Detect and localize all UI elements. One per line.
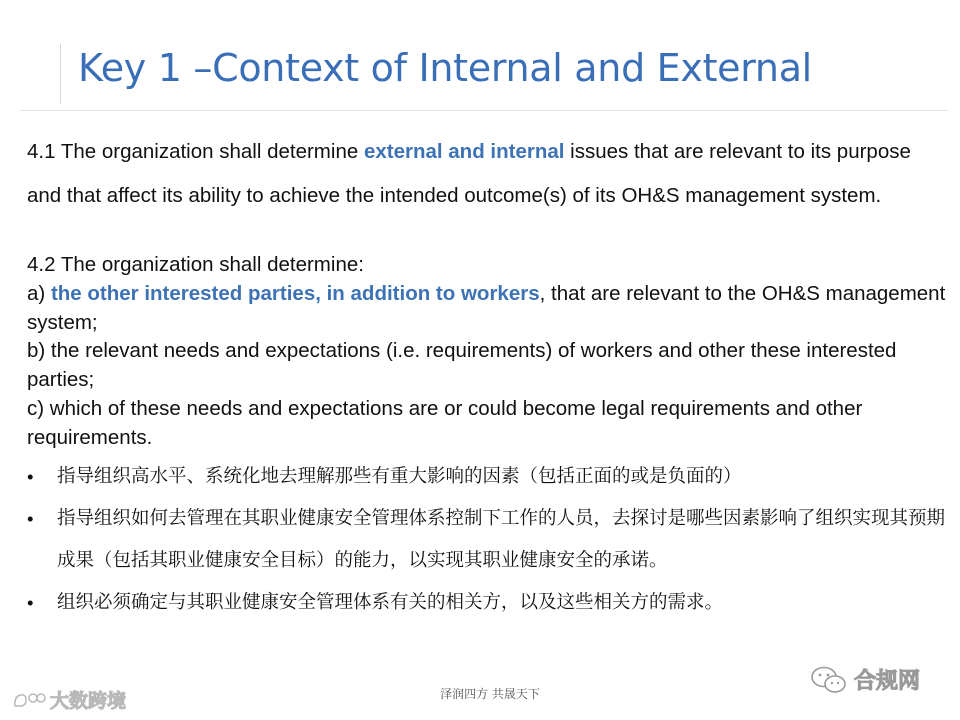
bullet-item	[27, 456, 952, 498]
clause-4-1	[27, 130, 947, 217]
bullet-dot-icon: •	[27, 508, 34, 529]
footer-slogan: 泽润四方 共晟天下	[440, 687, 540, 701]
bullet-item	[27, 582, 952, 624]
watermark-left-text: 大数跨境	[50, 690, 127, 712]
item-a-suffix: , that are relevant to the OH&S management system;	[27, 281, 946, 334]
clause-4-2	[27, 251, 952, 453]
clause-4-2-item-b: b) the relevant needs and expectations (i.e. requirements) of workers and other these interested parties;	[27, 339, 897, 392]
watermark-left	[12, 686, 126, 713]
clause-4-2-intro: 4.2 The organization shall determine:	[27, 253, 364, 276]
title-accent-line	[60, 44, 61, 104]
bullet-dot-icon: •	[27, 466, 34, 487]
clause-4-1-prefix: 4.1 The organization shall determine	[27, 140, 364, 163]
brand-logo-icon	[12, 690, 46, 710]
bullet-text: 组织必须确定与其职业健康安全管理体系有关的相关方，以及这些相关方的需求。	[57, 592, 724, 613]
watermark-right-text: 合规网	[854, 669, 921, 694]
clause-4-2-item-c: c) which of these needs and expectations are or could become legal requirements and other requirements.	[27, 396, 863, 449]
clause-4-2-item-a	[27, 280, 952, 338]
watermark-right	[810, 664, 920, 695]
bullet-item	[27, 498, 952, 582]
bullet-text: 指导组织如何去管理在其职业健康安全管理体系控制下工作的人员，去探讨是哪些因素影响了组织实现其预期成果（包括其职业健康安全目标）的能力，以实现其职业健康安全的承诺。	[57, 508, 946, 571]
item-a-prefix: a)	[27, 281, 51, 305]
item-a-highlight: the other interested parties, in addition to workers	[50, 281, 540, 305]
wechat-icon	[810, 665, 848, 695]
clause-4-1-highlight: external and internal	[363, 140, 565, 163]
chinese-bullet-list	[27, 456, 952, 624]
clause-4-1-suffix: issues that are relevant to its purpose and that affect its ability to achieve the intended outcome(s) of its OH&S management system.	[27, 140, 911, 207]
bullet-text: 指导组织高水平、系统化地去理解那些有重大影响的因素（包括正面的或是负面的）	[57, 466, 742, 487]
bullet-dot-icon: •	[27, 592, 34, 613]
slide-title: Key 1 –Context of Internal and External	[78, 46, 812, 90]
title-divider	[20, 110, 948, 111]
